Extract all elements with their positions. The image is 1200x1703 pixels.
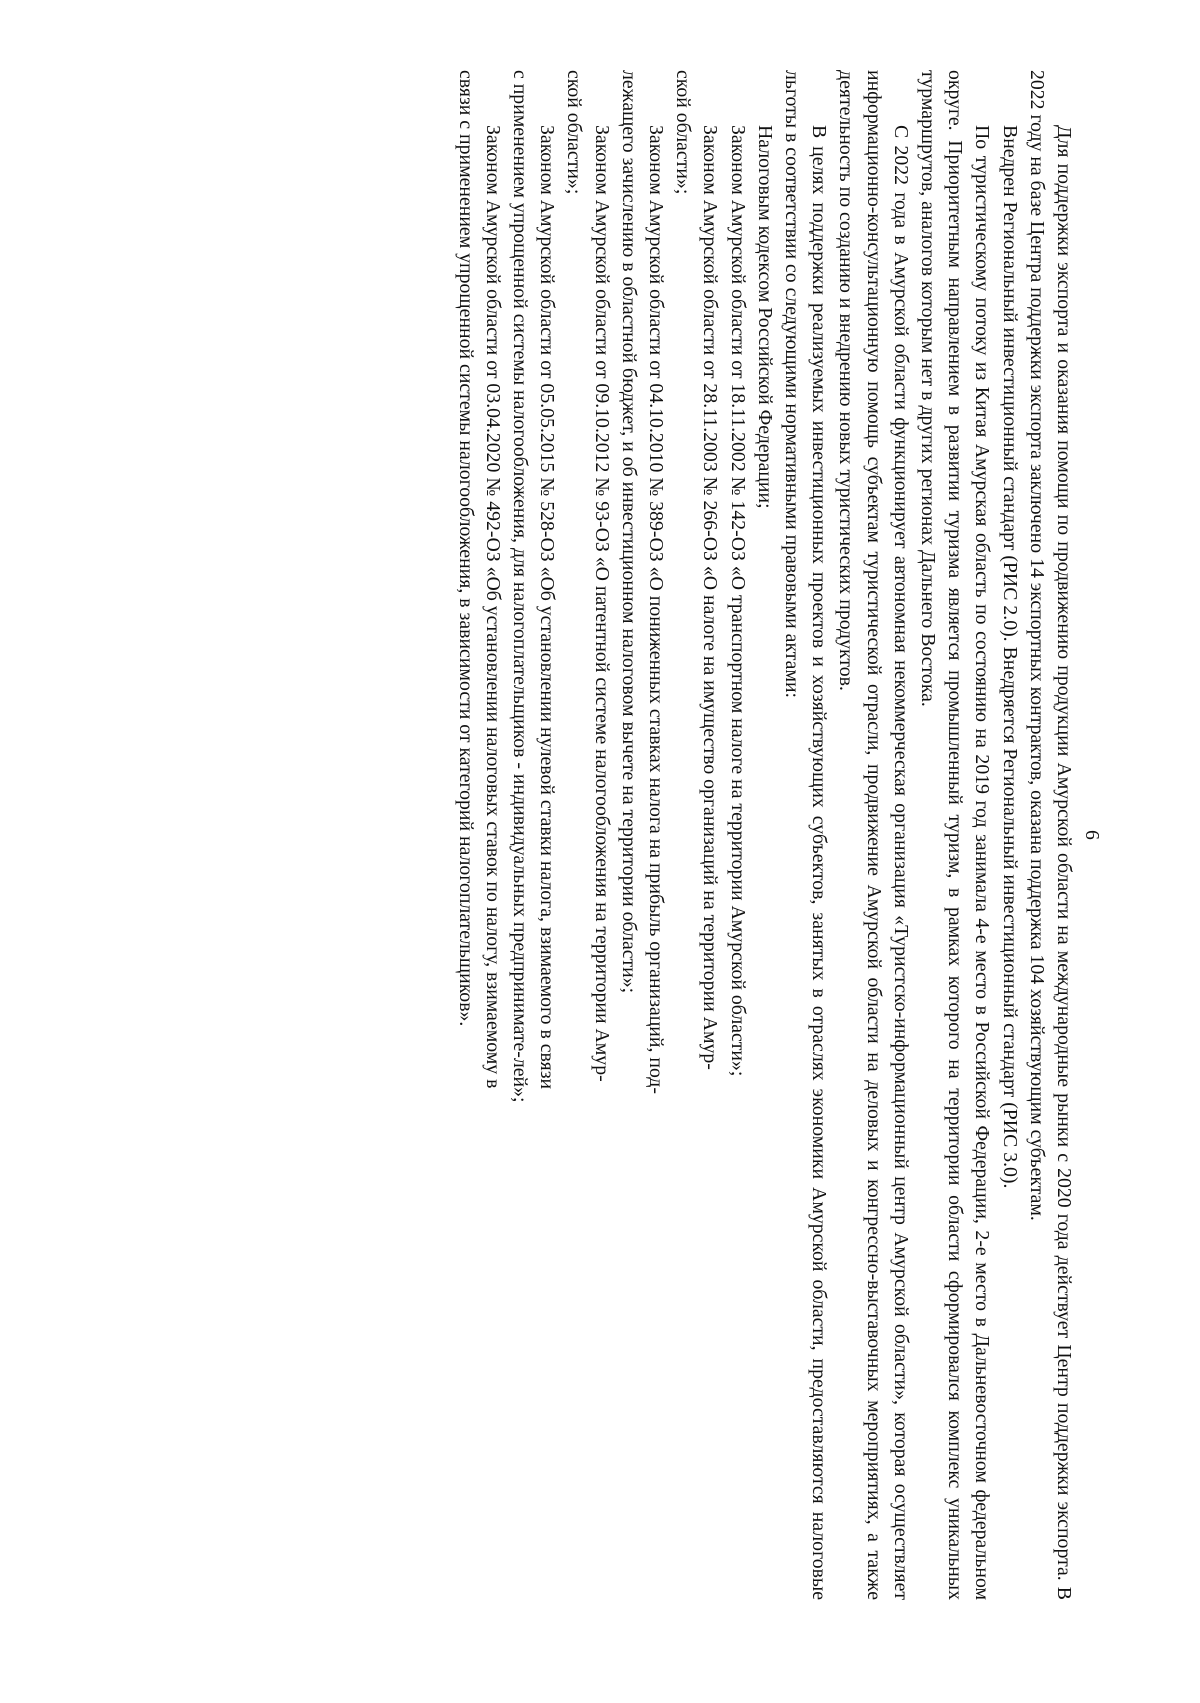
law-text: Законом Амурской области от 05.05.2015 № 528-ОЗ «Об установлении нулевой ставки налога, взимаемого в связи [536, 125, 559, 1090]
law-patent-system [560, 70, 614, 1600]
paragraph-law-transport: Законом Амурской области от 18.11.2002 № 142-ОЗ «О транспортном налоге на территории Амурской области»; [726, 125, 749, 1077]
law-tax-rates [451, 70, 505, 1600]
law-text-cont: ской области»; [563, 70, 586, 195]
law-property-tax [669, 70, 723, 1600]
law-zero-rate [506, 70, 560, 1600]
law-profit-tax [615, 70, 669, 1600]
paragraph-tax-code: Налоговым кодексом Российской Федерации; [753, 125, 776, 509]
law-text-cont: лежащего зачислению в областной бюджет, и об инвестиционном налоговом вычете на территории области»; [617, 70, 640, 994]
paragraph-tourism: По туристическому потоку из Китая Амурская область по состоянию на 2019 год занимала 4-е место в Российской Федерации, 2-е место в Дальневосточном федеральном округе. Приоритетным направлением в развитии туризма является промышленный туризм, в рамках которого на территории области сформировался комплекс уникальных турмаршрутов, аналогов которым нет в других регионах Дальнего Востока. [916, 70, 994, 1600]
law-text: Законом Амурской области от 03.04.2020 № 492-ОЗ «Об установлении налоговых ставок по налогу, взимаемому в [481, 125, 504, 1089]
law-text-cont: связи с применением упрощенной системы налогообложения, в зависимости от категорий налогоплательщиков». [454, 70, 477, 1027]
paragraph-tax-benefits: В целях поддержки реализуемых инвестиционных проектов и хозяйствующих субъектов, занятых в отраслях экономики Амурской области, предоставляются налоговые льготы в соответствии со следующими нормативными правовыми актами: [780, 70, 831, 1600]
page-number: 6 [1081, 830, 1103, 840]
law-text: Законом Амурской области от 09.10.2012 № 93-ОЗ «О патентной системе налогообложения на территории Амур- [590, 125, 613, 1082]
rotated-page [155, 70, 1105, 1600]
law-text-cont: с применением упрощенной системы налогообложения, для налогоплательщиков - индивидуальных предпринимате-лей»; [508, 70, 531, 1103]
paragraph-ris: Внедрен Региональный инвестиционный стандарт (РИС 2.0). Внедряется Региональный инвестиционный стандарт (РИС 3.0). [998, 125, 1021, 1189]
document-body [451, 70, 1077, 1600]
paragraph-tourist-center: С 2022 года в Амурской области функционирует автономная некоммерческая организация «Туристско-информационный центр Амурской области», которая осуществляет информационно-консультационную помощь субъектам туристической отрасли, продвижение Амурской области на деловых и конгрессно-выставочных мероприятиях, а также деятельность по созданию и внедрению новых туристических продуктов. [835, 70, 912, 1600]
law-text: Законом Амурской области от 04.10.2010 № 389-ОЗ «О пониженных ставках налога на прибыль организаций, под- [644, 125, 667, 1094]
law-text: Законом Амурской области от 28.11.2003 № 266-ОЗ «О налоге на имущество организаций на территории Амур- [699, 125, 722, 1070]
law-text-cont: ской области»; [672, 70, 695, 195]
paragraph-export: Для поддержки экспорта и оказания помощи по продвижению продукции Амурской области на международные рынки с 2020 года действует Центр поддержки экспорта. В 2022 году на базе Центра поддержки экспорта заключено 14 экспортных контрактов, оказана поддержка 104 хозяйствующим субъектам. [1025, 70, 1075, 1600]
